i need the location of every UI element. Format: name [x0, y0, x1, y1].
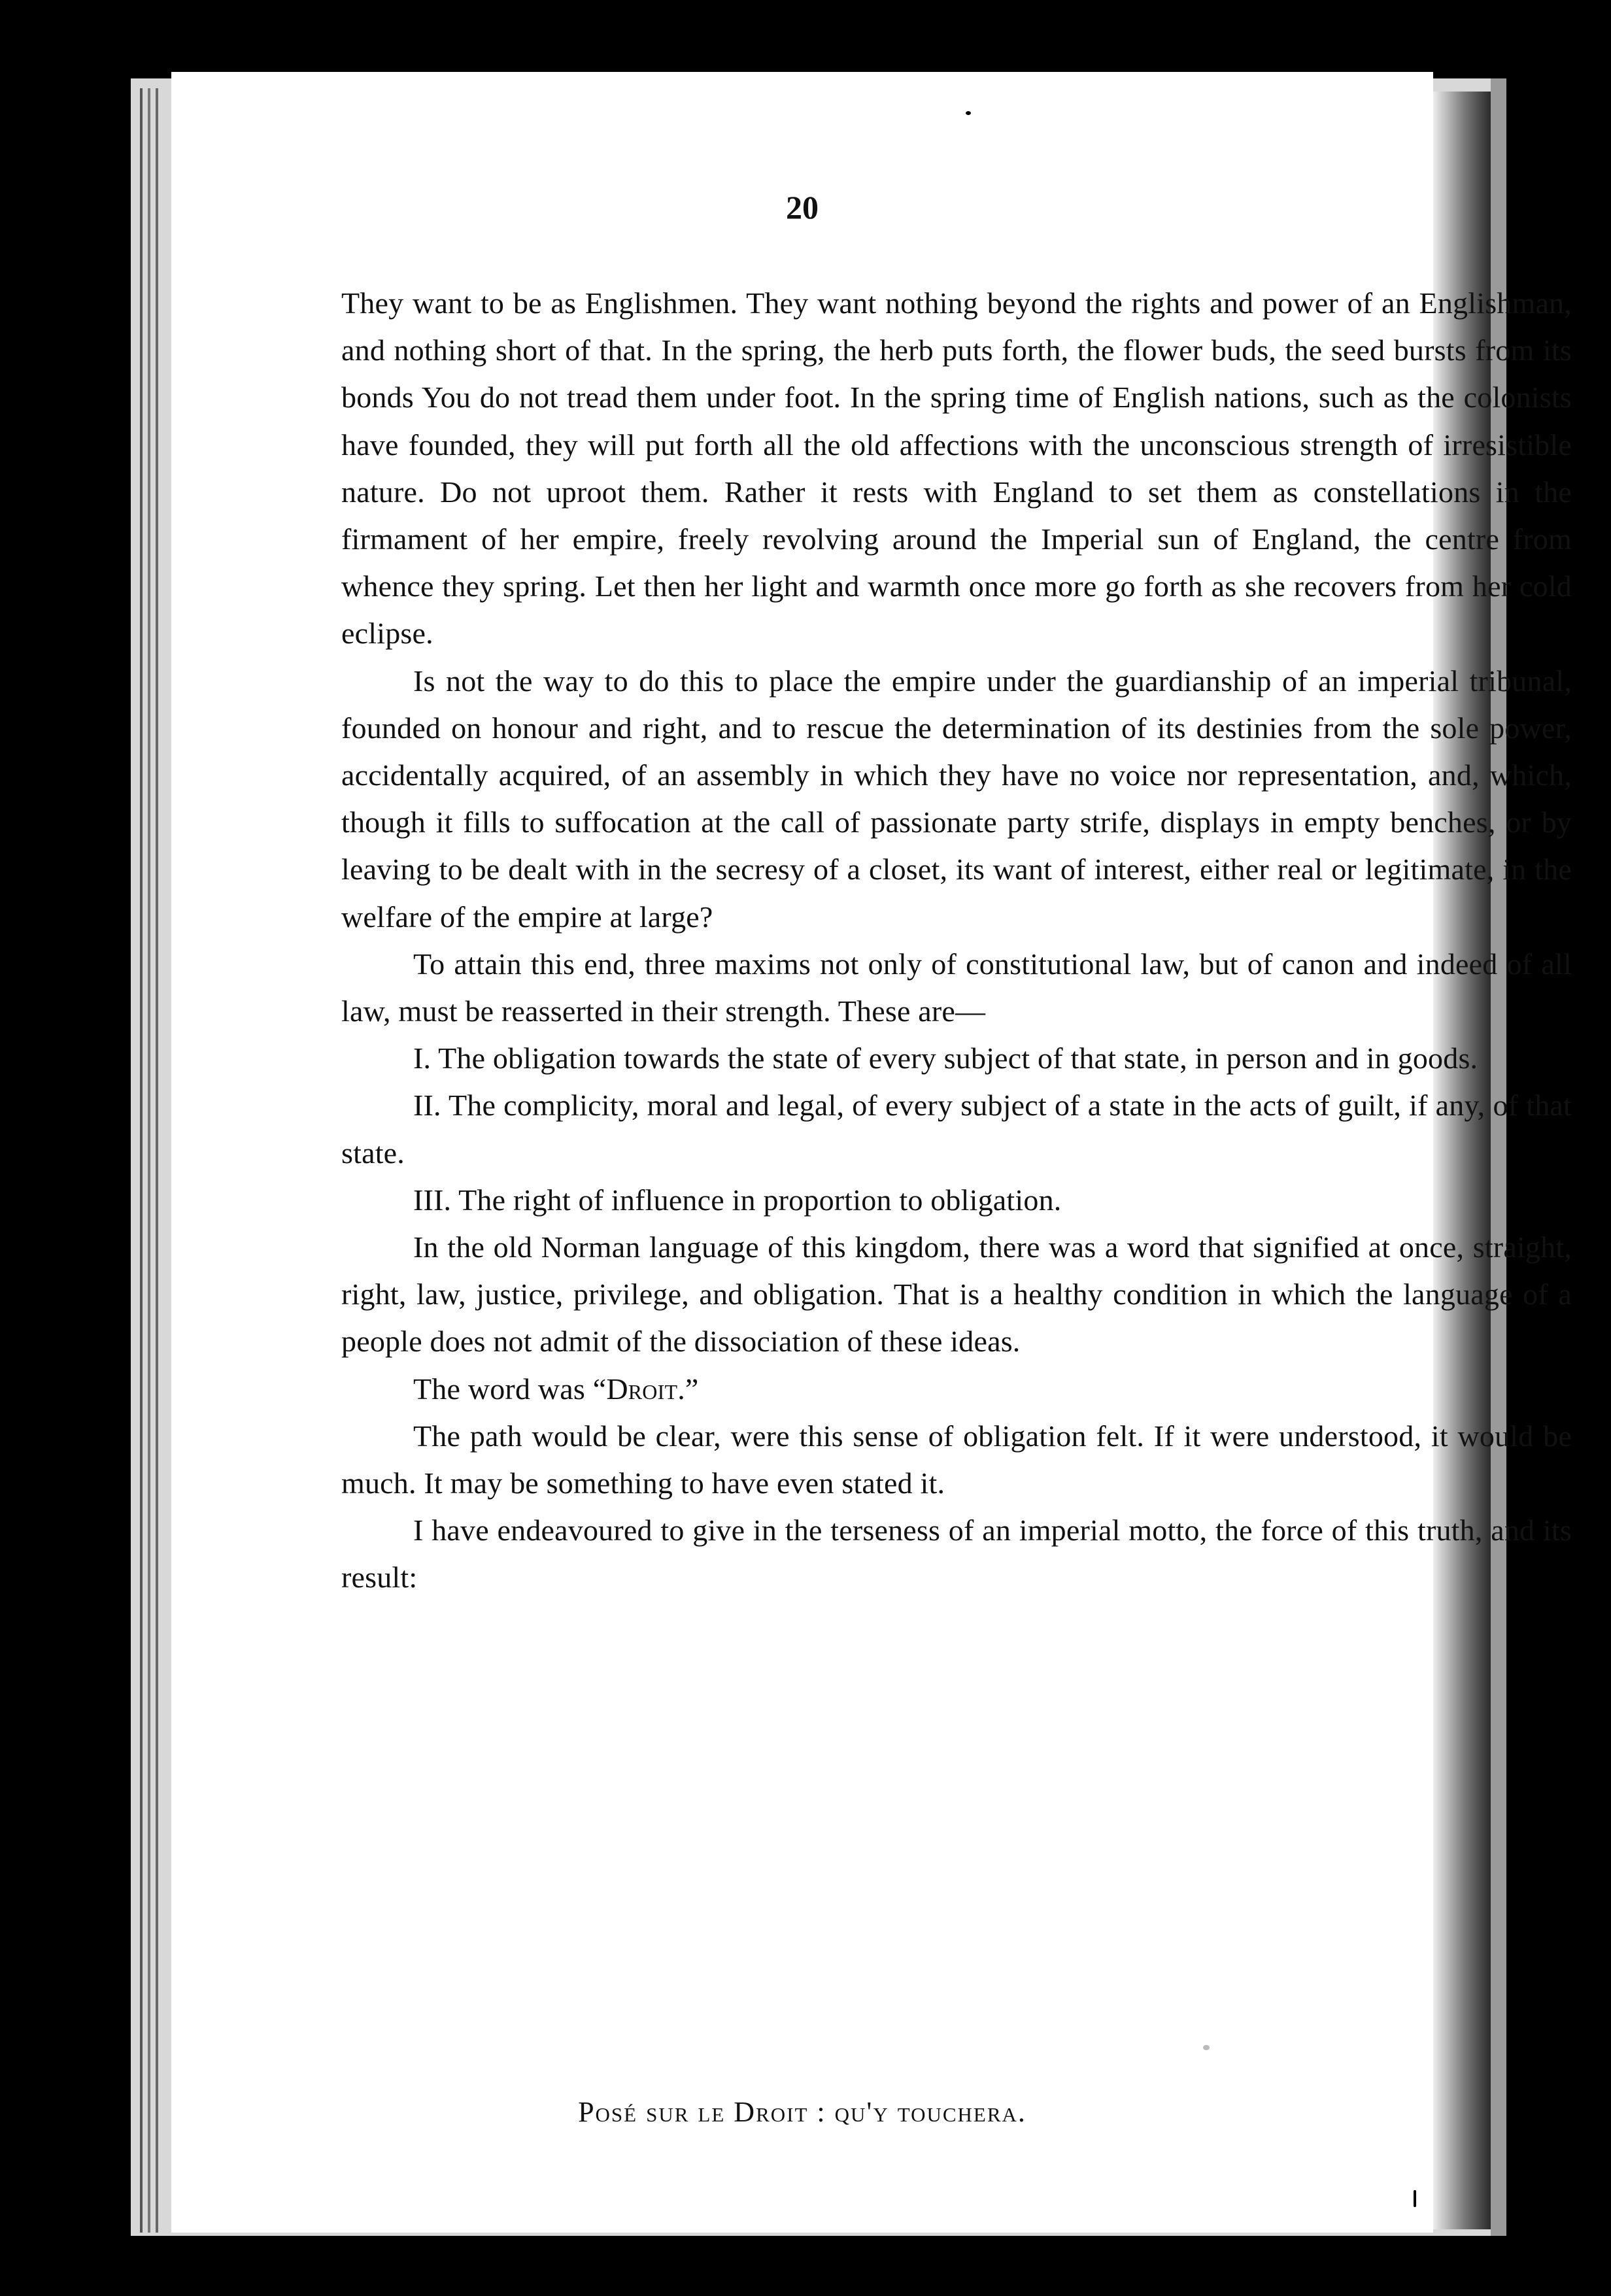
page-edge-line — [140, 88, 143, 2233]
maxim-item: II. The complicity, moral and legal, of every subject of a state in the acts of guilt, if any, of that state. — [341, 1089, 1572, 1170]
paragraph: They want to be as Englishmen. They want nothing beyond the rights and power of an Englishman, and nothing short of that. In the spring, the herb puts forth, the flower buds, the seed bursts from its bonds You do not tread them under foot. In the spring time of English nations, such as the colonists have founded, they will put forth all the old affections with the unconscious strength of irresistible nature. Do not uproot them. Rather it rests with England to set them as constellations in the firmament of her empire, freely revolving around the Imperial sun of England, the centre from whence they spring. Let then her light and warmth once more go forth as she recovers from her cold eclipse. — [341, 286, 1572, 650]
page-edge-line — [156, 88, 158, 2233]
book-page — [171, 72, 1572, 2233]
scan-speck — [1414, 2190, 1416, 2207]
word-droit: Droit — [606, 1372, 678, 1406]
paragraph: The path would be clear, were this sense of obligation felt. If it were understood, it would be much. It may be something to have even stated it. — [341, 1419, 1572, 1500]
scan-speck — [966, 111, 971, 115]
page-number: 20 — [786, 189, 819, 226]
paragraph: To attain this end, three maxims not only of constitutional law, but of canon and indeed of all law, must be reasserted in their strength. These are— — [341, 947, 1572, 1028]
paragraph: Is not the way to do this to place the empire under the guardianship of an imperial tribunal, founded on honour and right, and to rescue the determination of its destinies from the sole power, accidentally acquired, of an assembly in which they have no voice nor representation, and, which, though it fills to suffocation at the call of passionate party strife, displays in empty benches, or by leaving to be dealt with in the secresy of a closet, its want of interest, either real or legitimate, in the welfare of the empire at large? — [341, 664, 1572, 934]
scan-speck — [1203, 2045, 1210, 2050]
body-text — [341, 280, 1572, 1602]
page-edge-line — [148, 88, 150, 2233]
maxim-item: III. The right of influence in proportion to obligation. — [413, 1183, 1062, 1217]
paragraph: I have endeavoured to give in the terseness of an imperial motto, the force of this truth, and its result: — [341, 1513, 1572, 1595]
paragraph: In the old Norman language of this kingdom, there was a word that signified at once, straight, right, law, justice, privilege, and obligation. That is a healthy condition in which the language of a people does not admit of the dissociation of these ideas. — [341, 1230, 1572, 1359]
word-line-suffix: .” — [677, 1372, 699, 1406]
word-line — [341, 1366, 1572, 1413]
imperial-motto: Posé sur le Droit : qu'y touchera. — [578, 2096, 1026, 2128]
word-line-prefix: The word was “ — [413, 1372, 607, 1406]
maxim-item: I. The obligation towards the state of every subject of that state, in person and in goods. — [413, 1041, 1478, 1075]
